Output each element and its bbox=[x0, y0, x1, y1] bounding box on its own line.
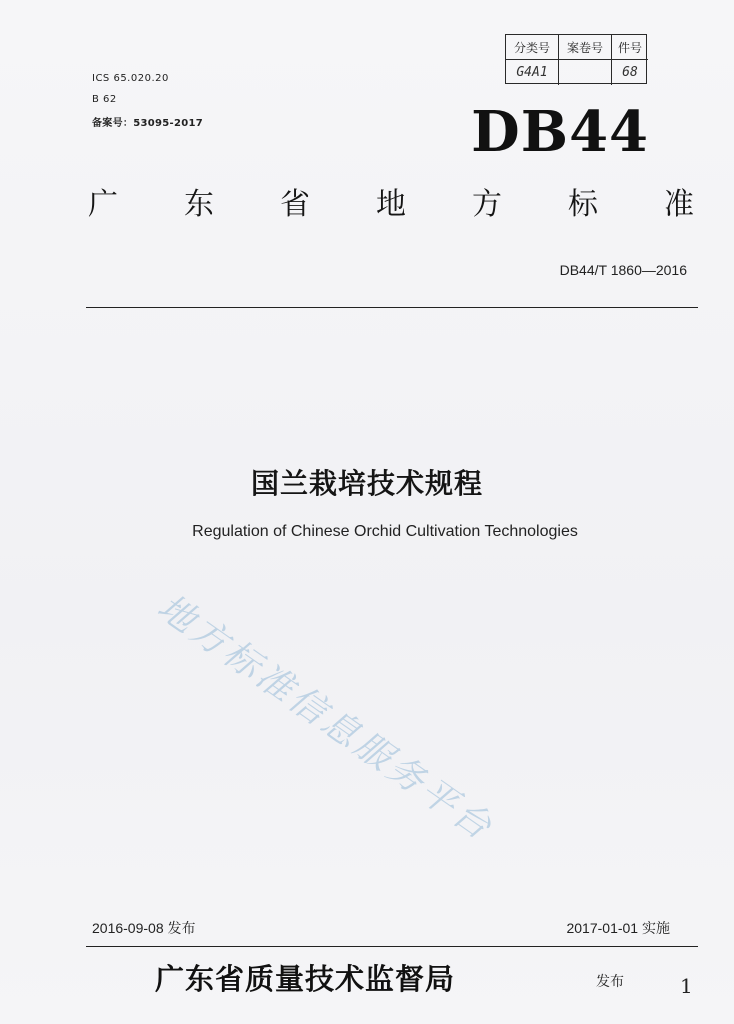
page-number: 1 bbox=[680, 974, 693, 998]
document-title-chinese: 国兰栽培技术规程 bbox=[250, 467, 483, 500]
archive-stamp-box bbox=[505, 34, 647, 84]
standard-type-char: 广 bbox=[88, 187, 118, 222]
stamp-header-item-number: 件号 bbox=[612, 35, 648, 60]
stamp-value-item-number: 68 bbox=[622, 65, 638, 80]
standard-type-char: 地 bbox=[376, 187, 406, 222]
filing-number: 备案号：53095-2017 bbox=[92, 118, 203, 129]
watermark: 地方标准信息服务平台 bbox=[149, 586, 502, 850]
ccs-code: B 62 bbox=[92, 94, 117, 105]
implementation-date: 2017-01-01 实施 bbox=[566, 920, 670, 936]
ics-code: ICS 65.020.20 bbox=[92, 73, 169, 84]
bottom-divider bbox=[86, 946, 698, 947]
stamp-header-classification: 分类号 bbox=[506, 35, 559, 60]
stamp-value-classification: G4A1 bbox=[506, 60, 559, 85]
standard-type-char: 省 bbox=[280, 187, 310, 222]
standard-type-char: 准 bbox=[664, 187, 694, 222]
issuing-authority-suffix: 发布 bbox=[596, 974, 624, 990]
document-title-english: Regulation of Chinese Orchid Cultivation Technologies bbox=[192, 523, 578, 540]
stamp-header-file-number: 案卷号 bbox=[559, 35, 612, 60]
issue-date: 2016-09-08 发布 bbox=[92, 920, 196, 936]
standard-type-char: 东 bbox=[184, 187, 214, 222]
standard-type-heading bbox=[88, 187, 694, 222]
standard-number: DB44/T 1860—2016 bbox=[559, 262, 687, 278]
top-divider bbox=[86, 307, 698, 308]
issuing-authority: 广东省质量技术监督局 bbox=[155, 962, 456, 996]
standard-code-logo: DB44 bbox=[471, 99, 649, 165]
standard-type-char: 方 bbox=[472, 187, 502, 222]
standard-type-char: 标 bbox=[568, 187, 598, 222]
stamp-value-file-number bbox=[559, 60, 612, 85]
